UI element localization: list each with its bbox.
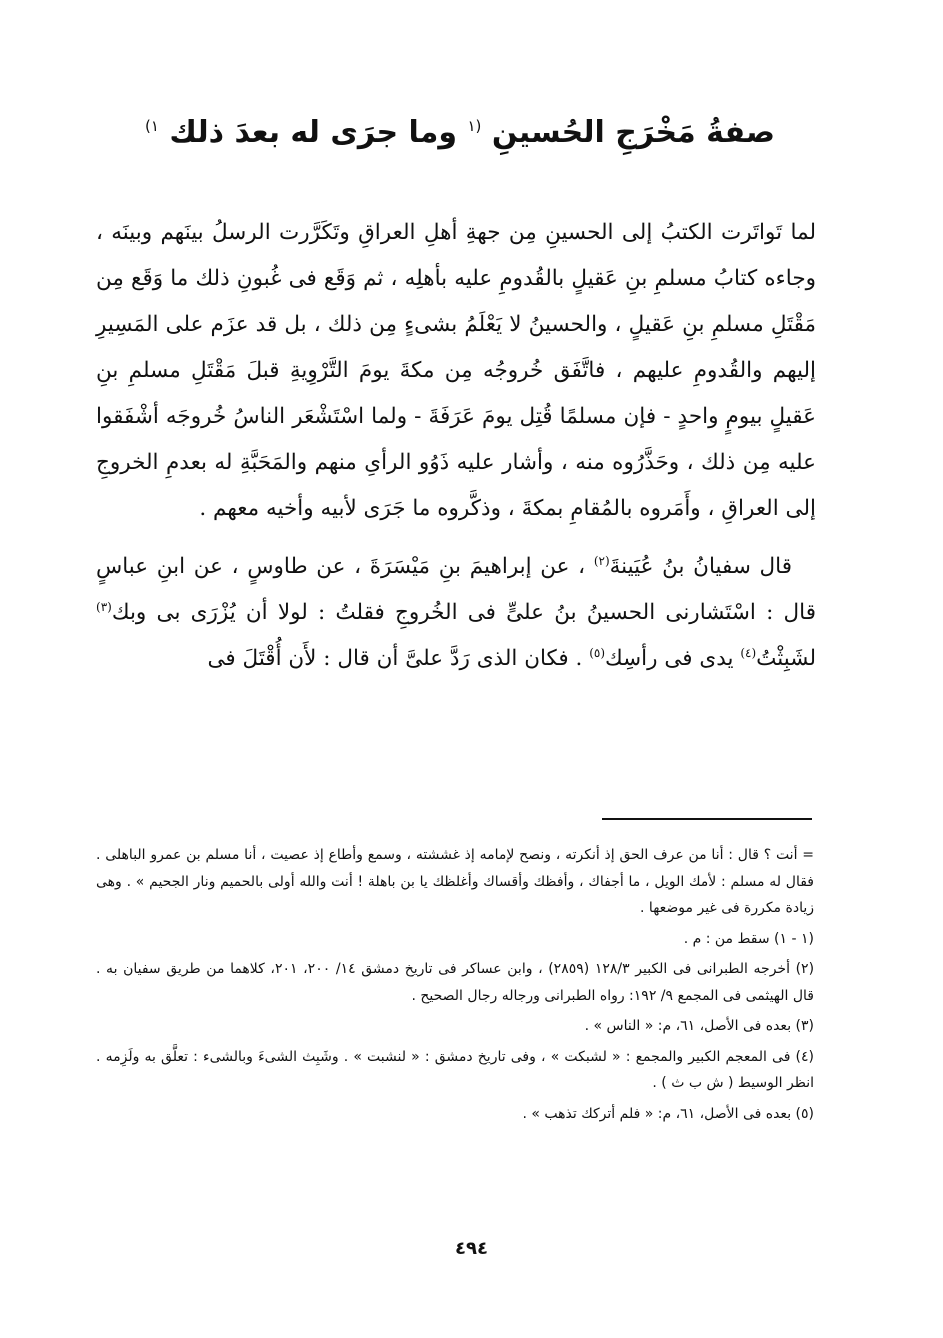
- footnote-ref-5[interactable]: (٥): [589, 645, 606, 660]
- paragraph-1: لما تَواتَرت الكتبُ إلى الحسينِ مِن جهةِ أهلِ العراقِ وتَكَرَّرت الرسلُ بينَهم وبينَه ، وجاءه كتابُ مسلمِ بنِ عَقيلٍ بالقُدومِ عليه بأهلِه ، ثم وَقَع فى غُبونِ ذلك ما وَقَع مِن مَقْتَلِ مسلمِ بنِ عَقيلٍ ، والحسينُ لا يَعْلَمُ بشىءٍ مِن ذلك ، بل قد عزَم على المَسِيرِ إليهم والقُدومِ عليهم ، فاتَّفَق خُروجُه مِن مكةَ يومَ التَّرْوِيةِ قبلَ مَقْتَلِ مسلمِ بنِ عَقيلٍ بيومٍ واحدٍ - فإن مسلمًا قُتِل يومَ عَرَفَةَ - ولما اسْتَشْعَر الناسُ خُروجَه أشْفَقوا عليه مِن ذلك ، وحَذَّرُوه منه ، وأشار عليه ذَوُو الرأىِ منهم والمَحَبَّةِ له بعدمِ الخروجِ إلى العراقِ ، وأَمَروه بالمُقامِ بمكةَ ، وذكَّروه ما جَرَى لأبيه وأخيه معهم .: [96, 220, 816, 521]
- footnote-5: (٥) بعده فى الأصل، ٦١، م: « فلم أتركك تذهب » .: [522, 1105, 814, 1122]
- footnote-separator: [602, 818, 812, 820]
- paragraph-2-text-e: . فكان الذى رَدَّ علىَّ أن قال : لأَن أُقْتَلَ فى: [207, 646, 583, 671]
- footnote-4: (٤) فى المعجم الكبير والمجمع : « لشبكت » ، وفى تاريخ دمشق : « لنشبت » . وشَبِث الشىءَ وبالشىء : تعلَّق به ولَزِمه . انظر الوسيط ( ش ب ث ) .: [96, 1048, 814, 1091]
- title-note-mark-open: (١: [467, 117, 482, 135]
- footnote-ref-2[interactable]: (٢): [593, 553, 610, 568]
- footnote-3: (٣) بعده فى الأصل، ٦١، م: « الناس » .: [584, 1018, 814, 1034]
- page-number: ٤٩٤: [455, 1238, 488, 1259]
- main-text: [96, 210, 816, 682]
- footnote-continuation: = أنت ؟ قال : أنا من عرف الحق إذ أنكرته ، ونصح لإمامه إذ غششته ، وسمع وأطاع إذ عصيت ، أنا مسلم بن عمرو الباهلى . فقال له مسلم : لأمك الويل ، ما أجفاك ، وأفظك وأقساك وأغلظك يا بن باهلة ! أنت والله أولى بالحميم ونار الجحيم » . وهى زيادة مكررة فى غير موضعها .: [96, 847, 814, 916]
- title-note-mark-close: ١): [145, 117, 159, 135]
- title-part-1: صفةُ مَخْرَجِ الحُسينِ: [491, 115, 775, 150]
- paragraph-2-text-c: لشَبِثْتُ: [756, 646, 816, 671]
- paragraph-2-text-a: قال سفيانُ بنُ عُيَينةَ: [609, 554, 792, 579]
- footnote-2: (٢) أخرجه الطبرانى فى الكبير ٣/‏١٢٨ (٢٨٥٩) ، وابن عساكر فى تاريخ دمشق ١٤/‏ ٢٠٠، ٢٠١، كلاهما من طريق سفيان به . قال الهيثمى فى المجمع ٩/‏ ١٩٢: رواه الطبرانى ورجاله رجال الصحيح .: [96, 961, 815, 1004]
- footnote-ref-3[interactable]: (٣): [96, 599, 112, 614]
- chapter-title: [100, 104, 820, 155]
- footnote-1: (١ - ١) سقط من : م .: [683, 930, 814, 947]
- paragraph-2-text-d: يدى فى رأسِك: [605, 646, 734, 671]
- footnote-ref-4[interactable]: (٤): [740, 645, 757, 660]
- footnotes: [96, 842, 814, 1131]
- paragraph-2-text-b: ، عن إبراهيمَ بنِ مَيْسَرَةَ ، عن طاوسٍ ، عن ابنِ عباسٍ قال : اسْتَشارنى الحسينُ بنُ علىٍّ فى الخُروجِ فقلتُ : لولا أن يُزْرَى بى وبك: [96, 554, 816, 625]
- title-part-2: وما جرَى له بعدَ ذلك: [169, 115, 458, 150]
- paragraph-2: [96, 544, 816, 682]
